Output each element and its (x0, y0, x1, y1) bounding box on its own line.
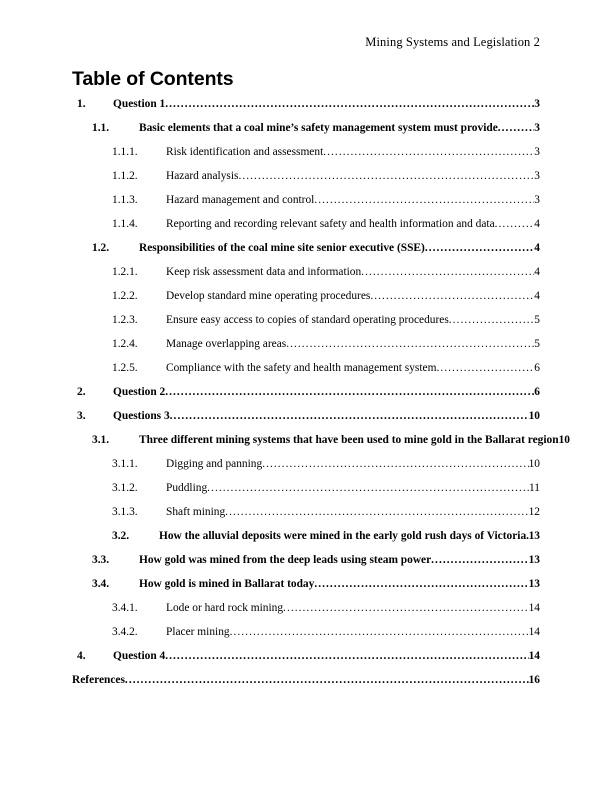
toc-entry-number: 3.4.1. (112, 602, 138, 614)
toc-dot-leader (361, 267, 534, 278)
toc-entry-number: 3.1.3. (112, 506, 138, 518)
toc-entry-label: Question 4 (113, 650, 166, 662)
toc-entry-label: Risk identification and assessment (166, 146, 324, 158)
toc-entry[interactable] (72, 99, 540, 123)
toc-entry-number: 3.4.2. (112, 626, 138, 638)
running-header: Mining Systems and Legislation 2 (365, 35, 540, 49)
toc-entry-label: Keep risk assessment data and information (166, 266, 362, 278)
toc-page-number: 6 (534, 362, 540, 374)
toc-page-number: 10 (528, 458, 540, 470)
toc-entry-number: 1.1.4. (112, 218, 138, 230)
toc-entry[interactable] (72, 411, 540, 435)
toc-entry-number: 4. (77, 650, 86, 662)
toc-entry-number: 1.1.1. (112, 146, 138, 158)
toc-entry-label: Shaft mining (166, 506, 226, 518)
toc-entry[interactable] (72, 339, 540, 363)
toc-page-number: 4 (534, 242, 540, 254)
table-of-contents (72, 98, 570, 699)
toc-dot-leader (165, 99, 534, 110)
toc-entry-label: Reporting and recording relevant safety and health information and data (166, 218, 495, 230)
toc-dot-leader (170, 411, 529, 422)
toc-page-number: 3 (534, 98, 540, 110)
toc-entry[interactable] (72, 603, 540, 627)
toc-page-number: 14 (528, 602, 540, 614)
toc-entry[interactable] (72, 363, 540, 387)
toc-entry-label: Question 2 (113, 386, 166, 398)
toc-page-number: 3 (534, 122, 540, 134)
toc-dot-leader (125, 675, 529, 686)
toc-dot-leader (425, 243, 534, 254)
toc-entry-label: Develop standard mine operating procedures (166, 290, 371, 302)
toc-entry-number: 1.2.4. (112, 338, 138, 350)
toc-page-number: 10 (558, 434, 570, 446)
toc-entry[interactable] (72, 195, 540, 219)
toc-entry[interactable] (72, 675, 540, 699)
toc-page-number: 3 (534, 146, 540, 158)
toc-entry-label: Lode or hard rock mining (166, 602, 284, 614)
toc-entry-number: 1.1.2. (112, 170, 138, 182)
toc-entry[interactable] (72, 627, 540, 651)
toc-entry-label: Digging and panning (166, 458, 263, 470)
toc-entry[interactable] (72, 507, 540, 531)
toc-page-number: 3 (534, 194, 540, 206)
toc-dot-leader (323, 147, 534, 158)
toc-entry-label: Questions 3 (113, 410, 170, 422)
toc-entry-number: 3.1.2. (112, 482, 138, 494)
toc-entry-label: References (72, 674, 125, 686)
toc-dot-leader (370, 291, 534, 302)
toc-entry-label: Placer mining (166, 626, 230, 638)
toc-entry-label: Basic elements that a coal mine’s safety management system must provide (139, 122, 498, 134)
toc-entry-label: Responsibilities of the coal mine site senior executive (SSE) (139, 242, 425, 254)
toc-entry-label: How gold was mined from the deep leads using steam power (139, 554, 432, 566)
toc-dot-leader (526, 531, 528, 542)
toc-entry[interactable] (72, 434, 570, 459)
toc-page-number: 11 (529, 482, 540, 494)
toc-entry-number: 1.2.1. (112, 266, 138, 278)
toc-page-number: 13 (528, 554, 540, 566)
toc-entry-number: 1.2.2. (112, 290, 138, 302)
toc-entry-number: 2. (77, 386, 86, 398)
toc-dot-leader (262, 459, 528, 470)
toc-entry-label: Question 1 (113, 98, 166, 110)
toc-page-number: 14 (528, 650, 540, 662)
toc-dot-leader (207, 483, 529, 494)
toc-dot-leader (495, 219, 535, 230)
toc-entry[interactable] (72, 555, 540, 579)
toc-entry[interactable] (72, 171, 540, 195)
toc-entry[interactable] (72, 483, 540, 507)
toc-entry-label: How gold is mined in Ballarat today (139, 578, 315, 590)
toc-entry-label: How the alluvial deposits were mined in the early gold rush days of Victoria (159, 530, 527, 542)
toc-page-number: 13 (528, 530, 540, 542)
toc-dot-leader (431, 555, 528, 566)
toc-entry-number: 1.1. (92, 122, 110, 134)
toc-dot-leader (283, 603, 529, 614)
toc-page-number: 3 (534, 170, 540, 182)
toc-entry-label: Compliance with the safety and health management system (166, 362, 437, 374)
toc-entry[interactable] (72, 651, 540, 675)
toc-entry-label: Three different mining systems that have been used to mine gold in the Ballarat region (139, 434, 559, 446)
toc-entry[interactable] (72, 123, 540, 147)
toc-dot-leader (498, 123, 535, 134)
toc-entry[interactable] (72, 147, 540, 171)
toc-dot-leader (286, 339, 534, 350)
toc-entry-number: 3.2. (112, 530, 130, 542)
toc-page-number: 10 (528, 410, 540, 422)
toc-dot-leader (238, 171, 534, 182)
toc-entry-number: 1. (77, 98, 86, 110)
toc-dot-leader (165, 651, 528, 662)
toc-page-number: 5 (534, 314, 540, 326)
toc-page-number: 4 (534, 218, 540, 230)
toc-page-number: 12 (528, 506, 540, 518)
toc-entry[interactable] (72, 579, 540, 603)
toc-page-number: 6 (534, 386, 540, 398)
toc-page-number: 14 (528, 626, 540, 638)
toc-dot-leader (449, 315, 535, 326)
toc-dot-leader (165, 387, 534, 398)
toc-entry-number: 3.3. (92, 554, 110, 566)
toc-entry[interactable] (72, 531, 540, 555)
toc-dot-leader (314, 579, 528, 590)
toc-dot-leader (436, 363, 534, 374)
toc-entry-number: 1.2.3. (112, 314, 138, 326)
toc-dot-leader (230, 627, 529, 638)
toc-entry-number: 3.1.1. (112, 458, 138, 470)
toc-entry-label: Puddling (166, 482, 208, 494)
toc-entry-number: 1.2.5. (112, 362, 138, 374)
toc-entry-label: Hazard management and control (166, 194, 315, 206)
toc-page-number: 13 (528, 578, 540, 590)
toc-entry-number: 3.4. (92, 578, 110, 590)
toc-entry-label: Ensure easy access to copies of standard operating procedures (166, 314, 449, 326)
toc-page-number: 5 (534, 338, 540, 350)
toc-entry[interactable] (72, 387, 540, 411)
toc-entry-number: 1.2. (92, 242, 110, 254)
toc-entry[interactable] (72, 291, 540, 315)
toc-entry-number: 1.1.3. (112, 194, 138, 206)
toc-entry[interactable] (72, 219, 540, 243)
toc-entry[interactable] (72, 267, 540, 291)
toc-entry[interactable] (72, 459, 540, 483)
toc-entry-label: Manage overlapping areas (166, 338, 287, 350)
toc-page-number: 16 (528, 674, 540, 686)
toc-page-number: 4 (534, 266, 540, 278)
toc-entry-label: Hazard analysis (166, 170, 239, 182)
toc-page-number: 4 (534, 290, 540, 302)
toc-entry[interactable] (72, 315, 540, 339)
toc-entry[interactable] (72, 243, 540, 267)
page-title: Table of Contents (72, 67, 234, 90)
toc-entry-number: 3. (77, 410, 86, 422)
toc-dot-leader (314, 195, 534, 206)
toc-dot-leader (225, 507, 528, 518)
toc-entry-number: 3.1. (92, 434, 110, 446)
